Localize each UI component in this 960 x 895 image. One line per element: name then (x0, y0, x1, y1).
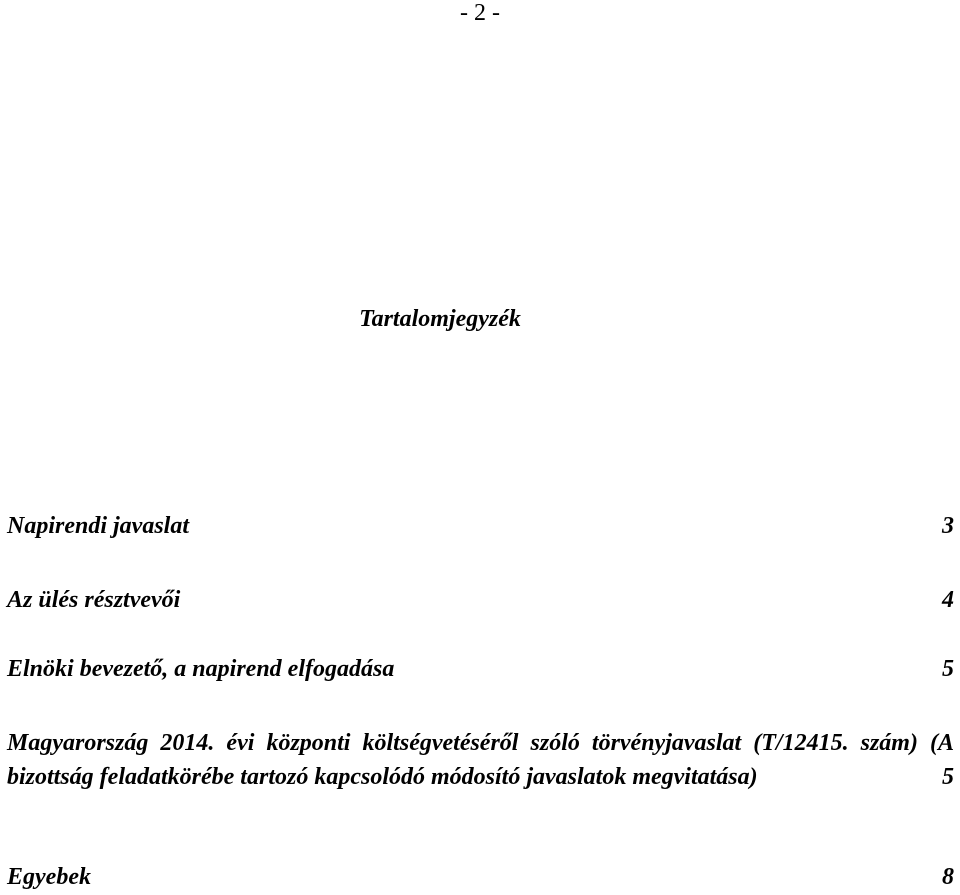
toc-entry-title: Egyebek (7, 864, 91, 890)
toc-entry-title: Napirendi javaslat (7, 513, 190, 539)
toc-entry-budget-bill[interactable] (7, 726, 954, 794)
toc-entry-page: 5 (942, 656, 954, 682)
toc-entry-title: Elnöki bevezető, a napirend elfogadása (7, 656, 395, 682)
toc-entry-page: 5 (942, 764, 954, 790)
toc-entry-page: 3 (942, 513, 954, 539)
toc-entry-title: Az ülés résztvevői (7, 587, 181, 613)
toc-entry-page: 4 (942, 587, 954, 613)
toc-entry-participants[interactable] (7, 583, 954, 618)
toc-entry-chair-intro[interactable] (7, 652, 954, 687)
toc-entry-title: Magyarország 2014. évi központi költségvetéséről szóló törvényjavaslat (T/12415. szám) (A bizottság feladatkörébe tartozó kapcsolódó módosító javaslatok megvitatása) (7, 730, 954, 790)
page-number: - 2 - (460, 0, 500, 26)
toc-entry-page: 8 (942, 864, 954, 890)
toc-title: Tartalomjegyzék (359, 306, 521, 332)
toc-entry-agenda[interactable] (7, 509, 954, 544)
toc-entry-other[interactable] (7, 860, 954, 895)
